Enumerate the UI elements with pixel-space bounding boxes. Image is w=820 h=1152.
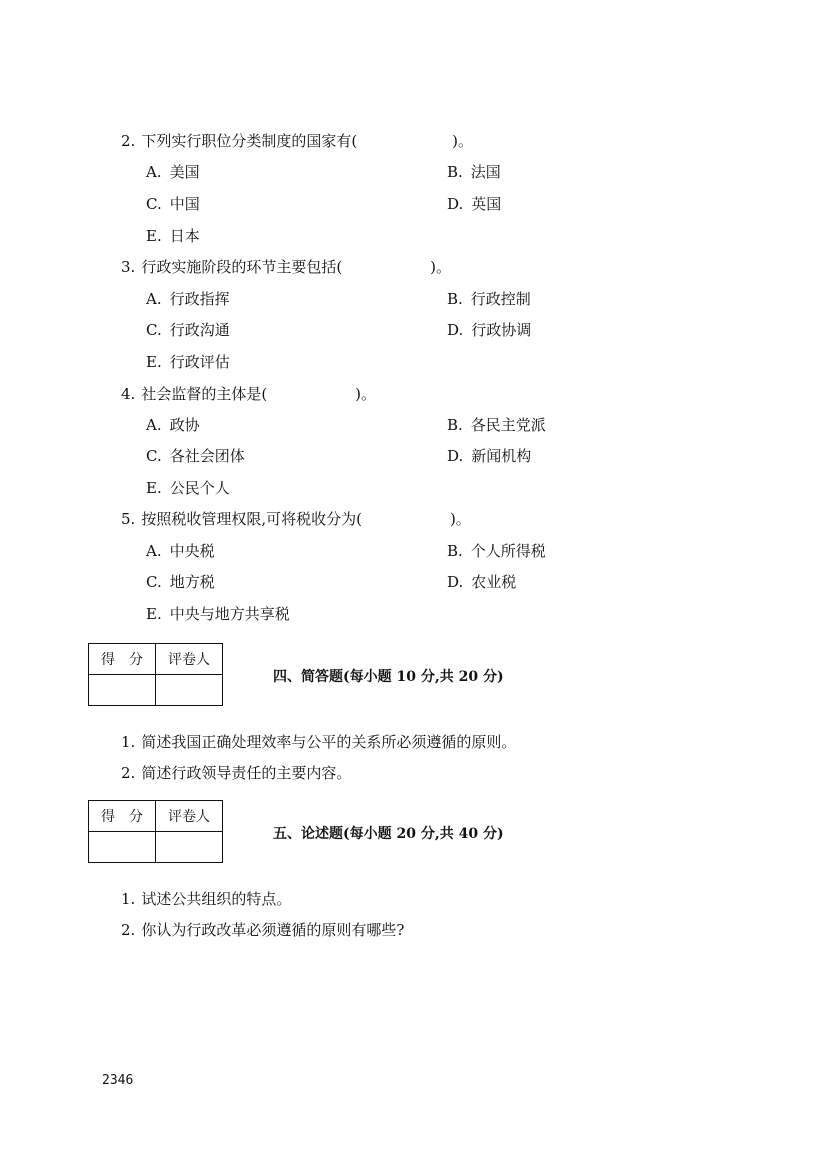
option-letter: C. [146,573,162,591]
option-text: 个人所得税 [470,542,546,560]
option-text: 中央与地方共享税 [169,605,290,623]
option-text: 中央税 [169,542,215,560]
question-number: 4. [121,385,136,403]
option-letter: D. [447,321,464,339]
option-letter: C. [146,447,162,465]
option-text: 地方税 [169,573,215,591]
question-close: )。 [449,510,471,528]
option-letter: C. [146,195,162,213]
option-e [146,603,290,624]
section-5-item [121,888,291,909]
item-number: 2. [121,764,136,782]
option-text: 行政协调 [471,321,532,339]
item-text: 简述我国正确处理效率与公平的关系所必须遵循的原则。 [141,733,517,751]
option-text: 法国 [470,163,501,181]
score-cell[interactable] [89,675,156,706]
option-c [146,571,215,592]
score-box [88,800,223,863]
option-c [146,193,200,214]
question-stem: 行政实施阶段的环节主要包括( [141,258,343,276]
question-3 [121,256,451,277]
option-c [146,319,230,340]
option-d [447,445,531,466]
option-text: 中国 [169,195,200,213]
section-5-item [121,919,404,940]
option-b [447,540,546,561]
option-letter: B. [447,163,463,181]
option-e [146,477,230,498]
option-d [447,319,531,340]
option-b [447,288,531,309]
option-e [146,225,200,246]
option-letter: E. [146,353,162,371]
score-cell[interactable] [89,832,156,863]
option-letter: B. [447,542,463,560]
option-text: 公民个人 [169,479,230,497]
section-5-title: 五、论述题(每小题 20 分,共 40 分) [273,826,504,842]
option-letter: B. [447,416,463,434]
option-text: 各民主党派 [470,416,546,434]
option-letter: E. [146,605,162,623]
score-box [88,643,223,706]
option-letter: A. [146,290,162,308]
option-text: 新闻机构 [471,447,532,465]
page-number: 2346 [102,1073,134,1088]
item-number: 2. [121,921,136,939]
score-label: 得 分 [89,644,156,675]
option-text: 农业税 [471,573,517,591]
grader-label: 评卷人 [156,644,223,675]
option-text: 美国 [169,163,200,181]
section-4-title: 四、简答题(每小题 10 分,共 20 分) [273,669,504,685]
option-text: 英国 [471,195,502,213]
item-text: 你认为行政改革必须遵循的原则有哪些? [141,921,405,939]
option-d [447,193,501,214]
question-2 [121,130,473,151]
option-a [146,161,200,182]
option-letter: A. [146,416,162,434]
option-text: 行政沟通 [169,321,230,339]
option-a [146,288,230,309]
option-text: 行政指挥 [169,290,230,308]
item-text: 简述行政领导责任的主要内容。 [141,764,352,782]
score-label: 得 分 [89,801,156,832]
grader-cell[interactable] [156,832,223,863]
option-letter: A. [146,163,162,181]
question-number: 2. [121,132,136,150]
option-letter: D. [447,573,464,591]
option-b [447,161,501,182]
option-text: 各社会团体 [169,447,245,465]
option-a [146,414,200,435]
question-stem: 下列实行职位分类制度的国家有( [141,132,358,150]
option-a [146,540,215,561]
option-letter: B. [447,290,463,308]
question-stem: 社会监督的主体是( [141,385,268,403]
option-e [146,351,230,372]
option-letter: E. [146,479,162,497]
option-text: 日本 [169,227,200,245]
section-4-item [121,731,516,752]
question-stem: 按照税收管理权限,可将税收分为( [141,510,362,528]
item-text: 试述公共组织的特点。 [141,890,292,908]
option-letter: C. [146,321,162,339]
question-number: 3. [121,258,136,276]
option-letter: A. [146,542,162,560]
question-close: )。 [452,132,474,150]
question-4 [121,383,376,404]
option-letter: D. [447,447,464,465]
option-c [146,445,245,466]
option-text: 行政控制 [470,290,531,308]
option-letter: D. [447,195,464,213]
item-number: 1. [121,733,136,751]
option-text: 政协 [169,416,200,434]
question-close: )。 [430,258,452,276]
option-text: 行政评估 [169,353,230,371]
grader-cell[interactable] [156,675,223,706]
question-number: 5. [121,510,136,528]
item-number: 1. [121,890,136,908]
question-5 [121,508,471,529]
question-close: )。 [355,385,377,403]
option-letter: E. [146,227,162,245]
grader-label: 评卷人 [156,801,223,832]
section-4-item [121,762,351,783]
option-d [447,571,516,592]
option-b [447,414,546,435]
